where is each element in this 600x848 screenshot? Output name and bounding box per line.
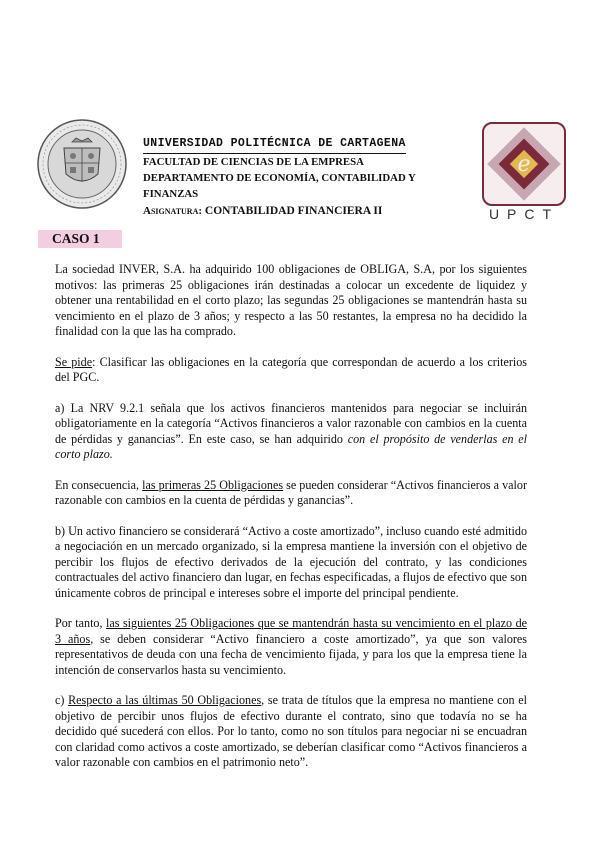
conclusion-a-underlined: las primeras 25 Obligaciones: [142, 477, 284, 492]
faculty-name: FACULTAD DE CIENCIAS DE LA EMPRESA: [143, 156, 364, 168]
paragraph-c: [55, 693, 527, 771]
svg-text:e: e: [517, 152, 531, 177]
paragraph-b: b) Un activo financiero se considerará “Activo a coste amortizado”, incluso cuando esté admitido a negociación en un mercado organizado, si la empresa mantiene la inversión con el objetivo de percibir los flujos de efectivo derivados de la ejecución del contrato, y las condiciones contractuales del activo financiero dan lugar, en fechas especificadas, a flujos de efectivo que son únicamente cobros de principal e intereses sobre el importe del principal pendiente.: [55, 523, 527, 600]
paragraph-a-italic: con el propósito de venderlas en el corto plazo.: [55, 431, 527, 461]
paragraph-a-text: a) La NRV 9.2.1 señala que los activos financieros mantenidos para negociar se incluirán obligatoriamente en la categoría “Activos financieros a valor razonable con cambios en la cuenta de pérdidas y ganancias”. En este caso, se han adquirido: [55, 400, 527, 446]
department-name-line1: DEPARTAMENTO DE ECONOMÍA, CONTABILIDAD Y: [143, 172, 416, 184]
conclusion-a-suffix: se pueden considerar “Activos financieros a valor razonable con cambios en la cuenta de pérdidas y ganancias”.: [55, 477, 527, 507]
university-seal-icon: [36, 118, 128, 210]
department-name-line2: FINANZAS: [143, 188, 199, 200]
paragraph-b-conclusion: [55, 616, 527, 678]
conclusion-b-suffix: , se deben considerar “Activo financiero a coste amortizado”, ya que son valores representativos de deuda con una fecha de vencimiento fijada, y para los que la empresa tiene la intención de conservarlos hasta su vencimiento.: [55, 631, 527, 677]
task-text: : Clasificar las obligaciones en la categoría que correspondan de acuerdo a los criterios del PGC.: [55, 354, 527, 384]
conclusion-b-prefix: Por tanto,: [55, 616, 107, 630]
paragraph-c-suffix: , se trata de títulos que la empresa no mantiene con el objetivo de percibir unos flujos de efectivo durante el contrato, sino que todavía no se ha decidido qué sucederá con ellos. Por lo tanto, como no son títulos para negociar ni se encuadran con claridad como activos a coste amortizado, se deberían clasificar como “Activos financieros a valor razonable con cambios en el patrimonio neto”.: [55, 693, 527, 769]
logo-emblem-icon: [484, 124, 564, 204]
paragraph-task: [55, 355, 527, 386]
paragraph-c-prefix: c): [55, 693, 69, 707]
paragraph-statement: La sociedad INVER, S.A. ha adquirido 100 obligaciones de OBLIGA, S.A, por los siguientes motivos: las primeras 25 obligaciones irán destinadas a colocar un excedente de liquidez y obtener una rentabilidad en el corto plazo; las segundas 25 obligaciones se mantendrán hasta su vencimiento en el plazo de 3 años; y respecto a las 50 restantes, la empresa no ha decidido la finalidad con la que las ha comprado.: [55, 262, 527, 338]
subject-name: CONTABILIDAD FINANCIERA II: [204, 205, 383, 217]
logo-emblem: [482, 122, 566, 206]
subject-line: [143, 203, 443, 219]
paragraph-c-underlined: Respecto a las últimas 50 Obligaciones: [68, 693, 262, 707]
upct-logo: [482, 122, 566, 226]
task-label: Se pide: [55, 354, 93, 369]
subject-label: Asignatura:: [143, 205, 203, 217]
conclusion-a-prefix: En consecuencia,: [55, 477, 143, 492]
document-body: [55, 262, 527, 771]
paragraph-a-conclusion: [55, 478, 527, 509]
paragraph-a: [55, 401, 527, 463]
header-text: [143, 134, 443, 219]
logo-text: UPCT: [488, 206, 560, 222]
university-name: UNIVERSIDAD POLITÉCNICA DE CARTAGENA: [143, 136, 406, 154]
conclusion-b-underlined: las siguientes 25 Obligaciones que se mantendrán hasta su vencimiento en el plazo de 3 años: [55, 616, 527, 646]
case-title: CASO 1: [38, 230, 122, 248]
document-header: [30, 118, 570, 226]
